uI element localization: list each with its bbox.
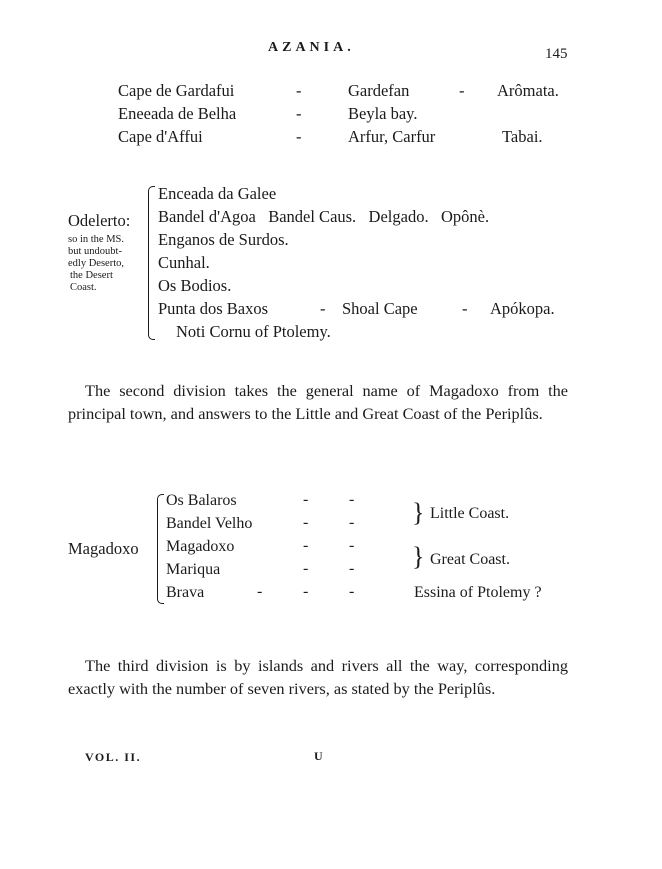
odelerto-note-line: Coast. [70, 282, 97, 293]
punta-dash: - [462, 299, 468, 318]
magadoxo-label: Magadoxo [68, 539, 139, 558]
volume-mark: VOL. II. [85, 750, 142, 764]
essina-ptolemy: Essina of Ptolemy ? [414, 584, 542, 601]
paragraph-second-division: The second division takes the general name of Magadoxo from the principal town, and answers to the Little and Great Coast of the Periplûs. [68, 381, 568, 423]
magadoxo-dash: - [349, 514, 355, 531]
magadoxo-dash: - [303, 537, 309, 554]
odelerto-item: Bandel d'Agoa Bandel Caus. Delgado. Opônè. [158, 207, 490, 226]
magadoxo-place: Brava [166, 584, 205, 601]
little-coast: Little Coast. [430, 505, 510, 522]
table-dash: - [296, 127, 302, 146]
odelerto-brace [148, 186, 155, 340]
magadoxo-dash: - [257, 583, 263, 600]
table-dash: - [459, 81, 465, 100]
table-cell: Tabai. [502, 127, 543, 146]
magadoxo-dash: - [349, 583, 355, 600]
magadoxo-brace [157, 494, 164, 604]
odelerto-note-line: edly Deserto, [68, 258, 124, 269]
magadoxo-place: Bandel Velho [166, 515, 253, 532]
magadoxo-place: Mariqua [166, 561, 221, 578]
magadoxo-dash: - [303, 514, 309, 531]
table-cell: Eneeada de Belha [118, 104, 237, 123]
table-dash: - [296, 81, 302, 100]
magadoxo-dash: - [349, 560, 355, 577]
magadoxo-dash: - [303, 560, 309, 577]
odelerto-item: Cunhal. [158, 253, 210, 272]
odelerto-label: Odelerto: [68, 211, 131, 230]
odelerto-item: Enganos de Surdos. [158, 230, 289, 249]
table-dash: - [296, 104, 302, 123]
table-cell: Cape d'Affui [118, 127, 203, 146]
odelerto-note-line: the Desert [70, 270, 113, 281]
table-cell: Arômata. [497, 81, 559, 100]
punta-ancient: Apókopa. [490, 299, 555, 318]
magadoxo-dash: - [303, 491, 309, 508]
odelerto-note-line: but undoubt- [68, 246, 122, 257]
page-number: 145 [545, 46, 568, 62]
odelerto-item: Enceada da Galee [158, 184, 277, 203]
noti-cornu: Noti Cornu of Ptolemy. [176, 322, 331, 341]
magadoxo-dash: - [303, 583, 309, 600]
odelerto-note-line: so in the MS. [68, 234, 125, 245]
signature-mark: U [314, 749, 325, 763]
great-coast: Great Coast. [430, 551, 510, 568]
running-head: AZANIA. [268, 40, 355, 55]
punta-english: Shoal Cape [342, 299, 418, 318]
punta-dash: - [320, 299, 326, 318]
table-cell: Beyla bay. [348, 104, 418, 123]
odelerto-item: Os Bodios. [158, 276, 232, 295]
paragraph-third-division: The third division is by islands and rivers all the way, corresponding exactly with the number of seven rivers, as stated by the Periplûs. [68, 656, 568, 698]
magadoxo-place: Magadoxo [166, 538, 235, 555]
magadoxo-dash: - [349, 537, 355, 554]
table-cell: Cape de Gardafui [118, 81, 235, 100]
little-coast-brace: } [412, 498, 425, 527]
table-cell: Gardefan [348, 81, 410, 100]
punta-name: Punta dos Baxos [158, 299, 269, 318]
magadoxo-dash: - [349, 491, 355, 508]
table-cell: Arfur, Carfur [348, 127, 436, 146]
great-coast-brace: } [412, 542, 425, 571]
magadoxo-place: Os Balaros [166, 492, 237, 509]
